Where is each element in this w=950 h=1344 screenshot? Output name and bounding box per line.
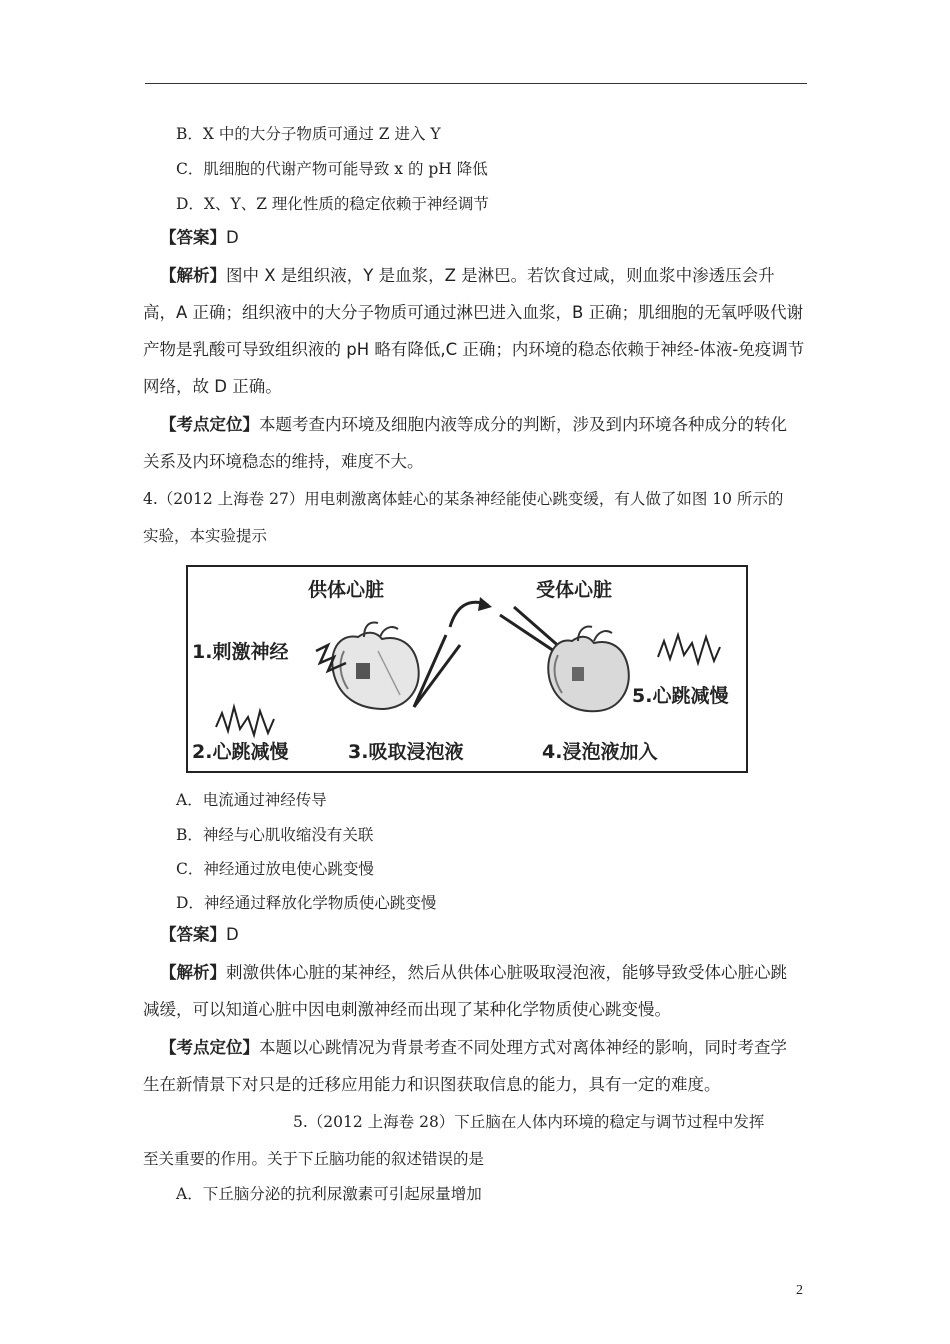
- q4-option-a: A．电流通过神经传导: [176, 791, 327, 809]
- q3-analysis-line-4: 网络，故 D 正确。: [143, 377, 282, 396]
- q4-analysis-text-1: 刺激供体心脏的某神经，然后从供体心脏吸取浸泡液，能够导致受体心脏心跳: [226, 963, 787, 982]
- q3-analysis-line-3: 产物是乳酸可导致组织液的 pH 略有降低,C 正确；内环境的稳态依赖于神经-体液-免疫调节: [143, 340, 805, 359]
- figure-title-donor: 供体心脏: [308, 579, 385, 601]
- q5-stem-line-1: 5.（2012 上海卷 28）下丘脑在人体内环境的稳定与调节过程中发挥: [293, 1113, 765, 1131]
- q3-kaodian-label: 【考点定位】: [160, 415, 259, 434]
- q3-kaodian-text-1: 本题考查内环境及细胞内液等成分的判断，涉及到内环境各种成分的转化: [259, 415, 787, 434]
- q4-answer-value: D: [226, 925, 239, 944]
- q4-option-d: D．神经通过释放化学物质使心跳变慢: [176, 894, 437, 912]
- q4-analysis-line-1: [160, 963, 787, 983]
- q3-answer: [160, 228, 239, 248]
- q4-answer-label: 【答案】: [160, 925, 226, 944]
- recipient-heart-icon: [548, 627, 629, 712]
- pipette-icon: [414, 635, 460, 707]
- q5-option-a: A．下丘脑分泌的抗利尿激素可引起尿量增加: [176, 1185, 482, 1203]
- heartbeat-wave-icon: [216, 707, 274, 735]
- q3-analysis-line-1: [160, 266, 775, 286]
- q3-kaodian-line-1: [160, 415, 787, 435]
- pipette-recipient-icon: [500, 607, 562, 655]
- q4-option-b: B．神经与心肌收缩没有关联: [176, 826, 374, 844]
- q3-option-d: D．X、Y、Z 理化性质的稳定依赖于神经调节: [176, 195, 489, 213]
- figure-label-3: 3.吸取浸泡液: [348, 741, 464, 763]
- q3-analysis-label: 【解析】: [160, 266, 226, 285]
- q4-stem-line-2: 实验，本实验提示: [143, 527, 268, 545]
- q4-option-c: C．神经通过放电使心跳变慢: [176, 860, 374, 878]
- experiment-figure: [186, 565, 748, 773]
- q3-option-b: B．X 中的大分子物质可通过 Z 进入 Y: [176, 125, 441, 143]
- page-number: 2: [796, 1283, 803, 1298]
- figure-title-recipient: 受体心脏: [536, 579, 613, 601]
- figure-label-2: 2.心跳减慢: [192, 741, 289, 763]
- q3-analysis-text-1: 图中 X 是组织液，Y 是血浆，Z 是淋巴。若饮食过咸，则血浆中渗透压会升: [226, 266, 775, 285]
- q3-answer-label: 【答案】: [160, 228, 226, 247]
- q4-analysis-label: 【解析】: [160, 963, 226, 982]
- q4-analysis-line-2: 减缓，可以知道心脏中因电刺激神经而出现了某种化学物质使心跳变慢。: [143, 1000, 671, 1019]
- q4-kaodian-text-1: 本题以心跳情况为背景考查不同处理方式对离体神经的影响，同时考查学: [259, 1038, 787, 1057]
- figure-label-4: 4.浸泡液加入: [542, 741, 658, 763]
- header-rule: [145, 83, 807, 84]
- q3-answer-value: D: [226, 228, 239, 247]
- q4-stem-line-1: 4.（2012 上海卷 27）用电刺激离体蛙心的某条神经能使心跳变缓，有人做了如图 10 所示的: [143, 490, 784, 508]
- q4-kaodian-line-2: 生在新情景下对只是的迁移应用能力和识图获取信息的能力，具有一定的难度。: [143, 1075, 721, 1094]
- q3-analysis-line-2: 高，A 正确；组织液中的大分子物质可通过淋巴进入血浆，B 正确；肌细胞的无氧呼吸代谢: [143, 303, 804, 322]
- heartbeat-wave-recipient-icon: [658, 635, 720, 663]
- donor-heart-icon: [332, 623, 418, 709]
- figure-label-5: 5.心跳减慢: [632, 685, 729, 707]
- q4-kaodian-line-1: [160, 1038, 787, 1058]
- q5-stem-line-2: 至关重要的作用。关于下丘脑功能的叙述错误的是: [143, 1150, 485, 1168]
- q3-option-c: C．肌细胞的代谢产物可能导致 x 的 pH 降低: [176, 160, 488, 178]
- q3-kaodian-line-2: 关系及内环境稳态的维持，难度不大。: [143, 452, 424, 471]
- figure-label-1: 1.刺激神经: [192, 641, 289, 663]
- q4-answer: [160, 925, 239, 945]
- q4-kaodian-label: 【考点定位】: [160, 1038, 259, 1057]
